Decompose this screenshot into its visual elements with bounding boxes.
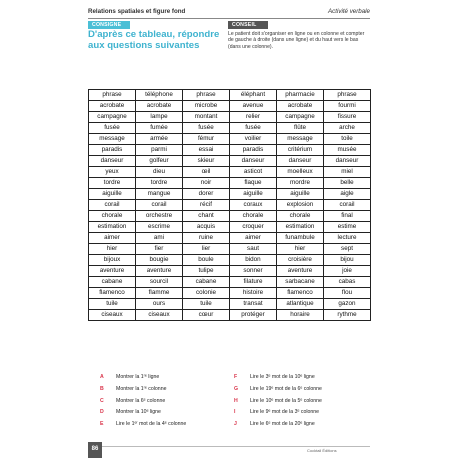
footer-credit: Cocktail Éditions (307, 448, 337, 453)
table-row (89, 123, 371, 134)
table-cell: pharmacie (277, 90, 324, 101)
table-cell: ciseaux (136, 310, 183, 321)
table-cell: lier (183, 244, 230, 255)
table-cell: éléphant (230, 90, 277, 101)
table-cell: relier (230, 112, 277, 123)
instruction-text: Lire le 10ᵉ mot de la 5ᵉ colonne (250, 397, 322, 404)
table-cell: bougie (136, 255, 183, 266)
instruction-item (234, 421, 322, 433)
table-cell: fourmi (324, 101, 371, 112)
table-row (89, 189, 371, 200)
table-cell: aiguille (277, 189, 324, 200)
instruction-text: Lire le 1ᵉʳ mot de la 4ᵉ colonne (116, 421, 187, 428)
table-cell: aventure (277, 266, 324, 277)
table-cell: musée (324, 145, 371, 156)
word-table (88, 89, 371, 321)
table-row (89, 288, 371, 299)
table-cell: chant (183, 211, 230, 222)
table-cell: œil (183, 167, 230, 178)
table-cell: flûte (277, 123, 324, 134)
table-cell: tuile (183, 299, 230, 310)
table-cell: chorale (277, 211, 324, 222)
instruction-item (100, 374, 186, 386)
instruction-item (234, 398, 322, 410)
table-cell: lampe (136, 112, 183, 123)
table-cell: montant (183, 112, 230, 123)
table-cell: aimer (230, 233, 277, 244)
table-row (89, 310, 371, 321)
instruction-letter: B (100, 385, 104, 392)
table-cell: phrase (324, 90, 371, 101)
table-row (89, 167, 371, 178)
table-cell: bidon (230, 255, 277, 266)
table-cell: fier (136, 244, 183, 255)
instruction-item (234, 386, 322, 398)
table-row (89, 112, 371, 123)
instruction-letter: A (100, 374, 104, 380)
instruction-text: Montrer la 1ʳᵉ colonne (116, 385, 167, 392)
table-cell: aiguille (89, 189, 136, 200)
activity-type: Activité verbale (328, 8, 370, 15)
table-row (89, 299, 371, 310)
table-cell: sarbacane (277, 277, 324, 288)
table-cell: aventure (89, 266, 136, 277)
table-cell: orchestre (136, 211, 183, 222)
table-cell: téléphone (136, 90, 183, 101)
table-cell: flamenco (89, 288, 136, 299)
table-row (89, 156, 371, 167)
table-cell: bijoux (89, 255, 136, 266)
table-cell: fumée (136, 123, 183, 134)
table-cell: récif (183, 200, 230, 211)
table-row (89, 101, 371, 112)
section-title: Relations spatiales et figure fond (88, 8, 186, 15)
table-cell: final (324, 211, 371, 222)
instruction-text: Lire le 9ᵉ mot de la 3ᵉ colonne (250, 409, 320, 416)
table-row (89, 233, 371, 244)
table-cell: ami (136, 233, 183, 244)
table-cell: joie (324, 266, 371, 277)
conseil-text: Le patient doit s'organiser en ligne ou en colonne et compter de gauche à droite (dans une ligne) et du haut vers le bas (dans une colonne). (228, 31, 365, 50)
table-cell: estimation (277, 222, 324, 233)
table-cell: protéger (230, 310, 277, 321)
table-cell: aventure (136, 266, 183, 277)
table-cell: toile (324, 134, 371, 145)
instruction-text: Lire le 19ᵉ mot de la 6ᵉ colonne (250, 385, 322, 392)
table-cell: essai (183, 145, 230, 156)
table-cell: fusée (89, 123, 136, 134)
table-cell: ruine (183, 233, 230, 244)
table-row (89, 90, 371, 101)
table-cell: fémur (183, 134, 230, 145)
table-cell: chorale (230, 211, 277, 222)
table-row (89, 134, 371, 145)
table-cell: asticot (230, 167, 277, 178)
table-cell: golfeur (136, 156, 183, 167)
table-cell: critérium (277, 145, 324, 156)
table-row (89, 255, 371, 266)
table-cell: escrime (136, 222, 183, 233)
instruction-letter: J (234, 421, 237, 428)
table-cell: ciseaux (89, 310, 136, 321)
consigne-badge: CONSIGNE (88, 21, 130, 29)
table-cell: hier (277, 244, 324, 255)
table-row (89, 211, 371, 222)
table-cell: danseur (324, 156, 371, 167)
table-cell: noir (183, 178, 230, 189)
table-cell: ours (136, 299, 183, 310)
table-cell: aigle (324, 189, 371, 200)
table-cell: hier (89, 244, 136, 255)
table-cell: saut (230, 244, 277, 255)
instruction-item (100, 421, 186, 433)
table-cell: filature (230, 277, 277, 288)
table-cell: campagne (277, 112, 324, 123)
instruction-letter: G (234, 385, 239, 392)
table-cell: tuile (89, 299, 136, 310)
instruction-text: Lire le 6ᵉ mot de la 20ᵉ ligne (250, 421, 315, 428)
table-cell: cabane (89, 277, 136, 288)
table-cell: colonie (183, 288, 230, 299)
table-cell: lecture (324, 233, 371, 244)
table-cell: aimer (89, 233, 136, 244)
table-cell: croisière (277, 255, 324, 266)
table-cell: message (277, 134, 324, 145)
table-cell: acrobate (89, 101, 136, 112)
table-cell: flamme (136, 288, 183, 299)
table-cell: acquis (183, 222, 230, 233)
table-cell: gazon (324, 299, 371, 310)
instruction-text: Montrer la 6ᵉ colonne (116, 397, 166, 404)
table-cell: cabas (324, 277, 371, 288)
footer-divider (88, 446, 370, 447)
table-cell: atlantique (277, 299, 324, 310)
instruction-item (234, 409, 322, 421)
table-cell: fissure (324, 112, 371, 123)
table-cell: flaque (230, 178, 277, 189)
table-cell: armée (136, 134, 183, 145)
table-cell: paradis (89, 145, 136, 156)
table-cell: acrobate (136, 101, 183, 112)
table-cell: mordre (277, 178, 324, 189)
table-cell: rythme (324, 310, 371, 321)
table-row (89, 178, 371, 189)
table-cell: histoire (230, 288, 277, 299)
table-cell: chorale (89, 211, 136, 222)
table-cell: skieur (183, 156, 230, 167)
table-row (89, 145, 371, 156)
table-row (89, 200, 371, 211)
table-row (89, 244, 371, 255)
table-cell: danseur (277, 156, 324, 167)
conseil-badge: CONSEIL (228, 21, 268, 29)
instruction-item (234, 374, 322, 386)
table-cell: sonner (230, 266, 277, 277)
instruction-item (100, 398, 186, 410)
table-cell: dorer (183, 189, 230, 200)
table-cell: tordre (89, 178, 136, 189)
table-cell: horaire (277, 310, 324, 321)
table-cell: avenue (230, 101, 277, 112)
instruction-text: Lire le 3ᵉ mot de la 10ᵉ ligne (250, 374, 315, 380)
table-cell: mangue (136, 189, 183, 200)
table-cell: tulipe (183, 266, 230, 277)
table-cell: fusée (230, 123, 277, 134)
table-cell: corail (136, 200, 183, 211)
table-cell: dieu (136, 167, 183, 178)
header-divider (88, 18, 370, 19)
table-cell: campagne (89, 112, 136, 123)
table-cell: microbe (183, 101, 230, 112)
table-cell: croquer (230, 222, 277, 233)
page-number: 86 (88, 442, 102, 458)
instructions-left (100, 374, 186, 433)
table-row (89, 277, 371, 288)
table-cell: yeux (89, 167, 136, 178)
table-cell: estimation (89, 222, 136, 233)
table-cell: bijou (324, 255, 371, 266)
table-cell: explosion (277, 200, 324, 211)
instruction-letter: I (234, 409, 236, 416)
table-cell: danseur (89, 156, 136, 167)
instruction-text: Montrer la 10ᵉ ligne (116, 409, 161, 416)
instruction-text: Montrer la 1ʳᵉ ligne (116, 374, 160, 380)
instruction-letter: D (100, 409, 104, 416)
table-row (89, 266, 371, 277)
table-cell: danseur (230, 156, 277, 167)
table-cell: aiguille (230, 189, 277, 200)
table-cell: message (89, 134, 136, 145)
consigne-title: D'après ce tableau, répondre aux questions suivantes (88, 29, 220, 51)
table-cell: flou (324, 288, 371, 299)
table-cell: parmi (136, 145, 183, 156)
table-cell: cabane (183, 277, 230, 288)
table-cell: phrase (89, 90, 136, 101)
instruction-letter: H (234, 397, 238, 404)
table-cell: funambule (277, 233, 324, 244)
table-cell: corail (324, 200, 371, 211)
instruction-item (100, 386, 186, 398)
table-cell: moelleux (277, 167, 324, 178)
table-cell: acrobate (277, 101, 324, 112)
instruction-letter: F (234, 374, 238, 380)
instructions-right (234, 374, 322, 433)
table-cell: cœur (183, 310, 230, 321)
table-cell: belle (324, 178, 371, 189)
table-cell: estime (324, 222, 371, 233)
table-row (89, 222, 371, 233)
table-cell: coraux (230, 200, 277, 211)
table-cell: arche (324, 123, 371, 134)
instruction-item (100, 409, 186, 421)
table-cell: sourcil (136, 277, 183, 288)
table-cell: flamenco (277, 288, 324, 299)
table-cell: fusée (183, 123, 230, 134)
instruction-letter: E (100, 421, 104, 428)
table-cell: tordre (136, 178, 183, 189)
table-cell: boule (183, 255, 230, 266)
table-cell: sept (324, 244, 371, 255)
table-cell: paradis (230, 145, 277, 156)
table-cell: miel (324, 167, 371, 178)
instruction-letter: C (100, 397, 104, 404)
table-cell: transat (230, 299, 277, 310)
table-cell: phrase (183, 90, 230, 101)
table-cell: corail (89, 200, 136, 211)
table-cell: voilier (230, 134, 277, 145)
